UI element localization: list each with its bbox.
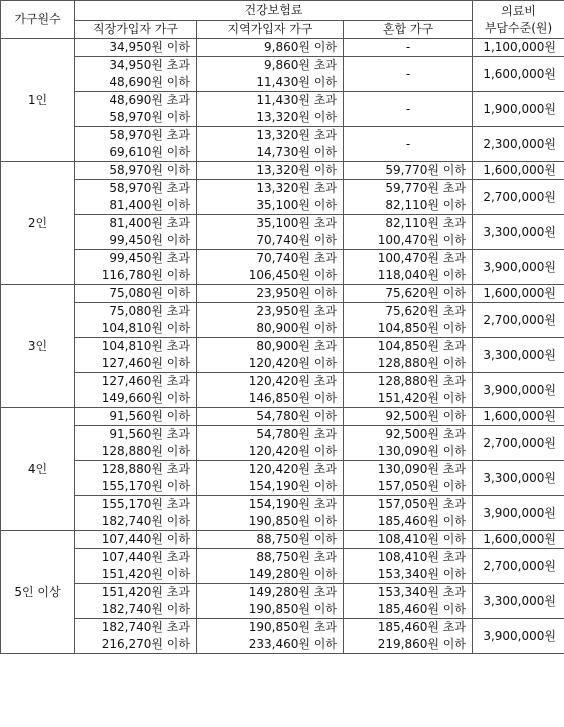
cost-level-cell: 2,700,000원: [473, 426, 564, 461]
employee-premium-cell: [75, 303, 197, 338]
regional-premium-line: 54,780원 이하: [256, 409, 337, 423]
mixed-premium-line: 100,470원 초과: [377, 251, 466, 265]
table-row: [1, 549, 564, 584]
mixed-premium-line: -: [405, 66, 411, 81]
employee-premium-line: 151,420원 이하: [101, 567, 190, 581]
table-row: [1, 619, 564, 654]
mixed-premium-line: 59,770원 초과: [385, 181, 466, 195]
mixed-premium-cell: [344, 338, 473, 373]
employee-premium-cell: [75, 57, 197, 92]
header-mixed: 혼합 가구: [344, 21, 473, 39]
regional-premium-line: 13,320원 이하: [256, 110, 337, 124]
employee-premium-line: 128,880원 이하: [101, 444, 190, 458]
regional-premium-cell: [197, 127, 344, 162]
regional-premium-line: 11,430원 이하: [256, 75, 337, 89]
table-row: [1, 92, 564, 127]
employee-premium-line: 104,810원 초과: [101, 339, 190, 353]
regional-premium-cell: [197, 250, 344, 285]
household-size-cell: 1인: [1, 39, 75, 162]
mixed-premium-cell: [344, 426, 473, 461]
cost-level-cell: 1,600,000원: [473, 531, 564, 549]
employee-premium-cell: [75, 338, 197, 373]
mixed-premium-cell: [344, 531, 473, 549]
employee-premium-cell: [75, 426, 197, 461]
mixed-premium-line: -: [405, 136, 411, 151]
mixed-premium-cell: [344, 57, 473, 92]
employee-premium-line: 58,970원 초과: [109, 181, 190, 195]
regional-premium-cell: [197, 408, 344, 426]
table-row: [1, 250, 564, 285]
employee-premium-cell: [75, 39, 197, 57]
mixed-premium-line: 82,110원 초과: [385, 216, 466, 230]
mixed-premium-line: 157,050원 이하: [377, 479, 466, 493]
regional-premium-line: 14,730원 이하: [256, 145, 337, 159]
mixed-premium-line: 185,460원 이하: [377, 514, 466, 528]
employee-premium-cell: [75, 127, 197, 162]
regional-premium-cell: [197, 215, 344, 250]
employee-premium-cell: [75, 619, 197, 654]
employee-premium-line: 34,950원 이하: [109, 40, 190, 54]
mixed-premium-line: 157,050원 초과: [377, 497, 466, 511]
regional-premium-line: 190,850원 초과: [248, 620, 337, 634]
employee-premium-line: 58,970원 이하: [109, 110, 190, 124]
mixed-premium-cell: [344, 619, 473, 654]
table-row: [1, 496, 564, 531]
household-size-cell: 3인: [1, 285, 75, 408]
regional-premium-line: 190,850원 이하: [248, 602, 337, 616]
mixed-premium-line: 104,850원 초과: [377, 339, 466, 353]
mixed-premium-line: 59,770원 이하: [385, 163, 466, 177]
mixed-premium-cell: [344, 461, 473, 496]
regional-premium-line: 13,320원 이하: [256, 163, 337, 177]
regional-premium-cell: [197, 426, 344, 461]
cost-level-cell: 2,700,000원: [473, 303, 564, 338]
employee-premium-line: 128,880원 초과: [101, 462, 190, 476]
cost-level-cell: 2,700,000원: [473, 180, 564, 215]
mixed-premium-cell: [344, 303, 473, 338]
household-size-cell: 4인: [1, 408, 75, 531]
regional-premium-line: 149,280원 초과: [248, 585, 337, 599]
regional-premium-cell: [197, 92, 344, 127]
employee-premium-line: 99,450원 이하: [109, 233, 190, 247]
header-regional: 지역가입자 가구: [197, 21, 344, 39]
regional-premium-line: 106,450원 이하: [248, 268, 337, 282]
regional-premium-cell: [197, 57, 344, 92]
regional-premium-line: 190,850원 이하: [248, 514, 337, 528]
regional-premium-line: 70,740원 초과: [256, 251, 337, 265]
employee-premium-cell: [75, 584, 197, 619]
mixed-premium-line: 92,500원 초과: [385, 427, 466, 441]
mixed-premium-cell: [344, 373, 473, 408]
table-row: [1, 162, 564, 180]
cost-level-cell: 3,300,000원: [473, 584, 564, 619]
table-row: [1, 461, 564, 496]
table-row: [1, 57, 564, 92]
cost-level-cell: 1,900,000원: [473, 92, 564, 127]
regional-premium-cell: [197, 531, 344, 549]
regional-premium-line: 23,950원 이하: [256, 286, 337, 300]
employee-premium-cell: [75, 408, 197, 426]
regional-premium-line: 233,460원 이하: [248, 637, 337, 651]
mixed-premium-cell: [344, 584, 473, 619]
mixed-premium-line: 108,410원 이하: [377, 532, 466, 546]
cost-level-cell: 2,300,000원: [473, 127, 564, 162]
employee-premium-line: 81,400원 초과: [109, 216, 190, 230]
employee-premium-line: 75,080원 이하: [109, 286, 190, 300]
cost-level-cell: 3,900,000원: [473, 373, 564, 408]
cost-level-cell: 1,600,000원: [473, 57, 564, 92]
employee-premium-line: 99,450원 초과: [109, 251, 190, 265]
regional-premium-cell: [197, 285, 344, 303]
table-row: [1, 285, 564, 303]
header-cost: [473, 1, 564, 39]
table-row: [1, 39, 564, 57]
regional-premium-line: 120,420원 초과: [248, 462, 337, 476]
mixed-premium-line: 185,460원 초과: [377, 620, 466, 634]
regional-premium-cell: [197, 338, 344, 373]
cost-level-cell: 3,900,000원: [473, 496, 564, 531]
cost-level-cell: 1,100,000원: [473, 39, 564, 57]
mixed-premium-line: 75,620원 초과: [385, 304, 466, 318]
mixed-premium-cell: [344, 127, 473, 162]
cost-level-cell: 1,600,000원: [473, 408, 564, 426]
employee-premium-line: 127,460원 초과: [101, 374, 190, 388]
employee-premium-line: 182,740원 이하: [101, 514, 190, 528]
mixed-premium-line: 100,470원 이하: [377, 233, 466, 247]
mixed-premium-line: -: [405, 101, 411, 116]
mixed-premium-line: 185,460원 이하: [377, 602, 466, 616]
employee-premium-line: 107,440원 초과: [101, 550, 190, 564]
table-row: [1, 303, 564, 338]
table-row: [1, 127, 564, 162]
employee-premium-line: 149,660원 이하: [101, 391, 190, 405]
employee-premium-line: 107,440원 이하: [101, 532, 190, 546]
employee-premium-line: 91,560원 이하: [109, 409, 190, 423]
employee-premium-cell: [75, 215, 197, 250]
regional-premium-line: 88,750원 초과: [256, 550, 337, 564]
header-cost-line1: 의료비: [501, 3, 536, 18]
household-group: [1, 162, 564, 285]
employee-premium-line: 69,610원 이하: [109, 145, 190, 159]
employee-premium-cell: [75, 496, 197, 531]
regional-premium-line: 120,420원 이하: [248, 356, 337, 370]
employee-premium-cell: [75, 461, 197, 496]
mixed-premium-line: 128,880원 초과: [377, 374, 466, 388]
mixed-premium-line: 92,500원 이하: [385, 409, 466, 423]
employee-premium-line: 34,950원 초과: [109, 58, 190, 72]
regional-premium-cell: [197, 373, 344, 408]
regional-premium-cell: [197, 619, 344, 654]
mixed-premium-line: 108,410원 초과: [377, 550, 466, 564]
cost-level-cell: 3,900,000원: [473, 619, 564, 654]
regional-premium-line: 54,780원 초과: [256, 427, 337, 441]
table-row: [1, 180, 564, 215]
regional-premium-line: 35,100원 초과: [256, 216, 337, 230]
regional-premium-line: 149,280원 이하: [248, 567, 337, 581]
table-row: [1, 408, 564, 426]
household-size-cell: 5인 이상: [1, 531, 75, 654]
table-row: [1, 215, 564, 250]
regional-premium-line: 23,950원 초과: [256, 304, 337, 318]
employee-premium-cell: [75, 549, 197, 584]
mixed-premium-cell: [344, 408, 473, 426]
header-employee: 직장가입자 가구: [75, 21, 197, 39]
regional-premium-cell: [197, 180, 344, 215]
mixed-premium-line: 130,090원 초과: [377, 462, 466, 476]
employee-premium-line: 216,270원 이하: [101, 637, 190, 651]
employee-premium-line: 58,970원 초과: [109, 128, 190, 142]
cost-level-cell: 3,300,000원: [473, 461, 564, 496]
table-row: [1, 584, 564, 619]
employee-premium-cell: [75, 373, 197, 408]
table-row: [1, 531, 564, 549]
regional-premium-line: 13,320원 초과: [256, 128, 337, 142]
cost-level-cell: 3,900,000원: [473, 250, 564, 285]
mixed-premium-cell: [344, 92, 473, 127]
employee-premium-line: 91,560원 초과: [109, 427, 190, 441]
regional-premium-line: 35,100원 이하: [256, 198, 337, 212]
employee-premium-line: 75,080원 초과: [109, 304, 190, 318]
mixed-premium-cell: [344, 162, 473, 180]
cost-level-cell: 2,700,000원: [473, 549, 564, 584]
cost-level-cell: 3,300,000원: [473, 215, 564, 250]
employee-premium-line: 104,810원 이하: [101, 321, 190, 335]
mixed-premium-cell: [344, 496, 473, 531]
employee-premium-line: 116,780원 이하: [101, 268, 190, 282]
cost-level-cell: 3,300,000원: [473, 338, 564, 373]
employee-premium-line: 155,170원 이하: [101, 479, 190, 493]
mixed-premium-cell: [344, 285, 473, 303]
mixed-premium-line: -: [405, 40, 411, 54]
employee-premium-cell: [75, 92, 197, 127]
header-premium: 건강보험료: [75, 1, 473, 21]
employee-premium-line: 81,400원 이하: [109, 198, 190, 212]
mixed-premium-line: 153,340원 초과: [377, 585, 466, 599]
regional-premium-line: 88,750원 이하: [256, 532, 337, 546]
employee-premium-line: 127,460원 이하: [101, 356, 190, 370]
regional-premium-line: 9,860원 이하: [264, 40, 337, 54]
regional-premium-line: 70,740원 이하: [256, 233, 337, 247]
header-cost-line2: 부담수준(원): [484, 20, 553, 35]
employee-premium-line: 182,740원 초과: [101, 620, 190, 634]
regional-premium-cell: [197, 162, 344, 180]
employee-premium-cell: [75, 531, 197, 549]
regional-premium-line: 154,190원 이하: [248, 479, 337, 493]
employee-premium-line: 155,170원 초과: [101, 497, 190, 511]
employee-premium-cell: [75, 162, 197, 180]
regional-premium-cell: [197, 549, 344, 584]
employee-premium-line: 58,970원 이하: [109, 163, 190, 177]
regional-premium-line: 146,850원 이하: [248, 391, 337, 405]
regional-premium-cell: [197, 461, 344, 496]
cost-level-cell: 1,600,000원: [473, 285, 564, 303]
mixed-premium-cell: [344, 39, 473, 57]
mixed-premium-line: 130,090원 이하: [377, 444, 466, 458]
regional-premium-line: 120,420원 이하: [248, 444, 337, 458]
mixed-premium-line: 118,040원 이하: [377, 268, 466, 282]
mixed-premium-cell: [344, 250, 473, 285]
household-group: [1, 285, 564, 408]
table-row: [1, 338, 564, 373]
regional-premium-cell: [197, 39, 344, 57]
mixed-premium-line: 151,420원 이하: [377, 391, 466, 405]
mixed-premium-line: 153,340원 이하: [377, 567, 466, 581]
regional-premium-cell: [197, 496, 344, 531]
table-row: [1, 426, 564, 461]
household-group: [1, 408, 564, 531]
table-row: [1, 373, 564, 408]
household-group: [1, 39, 564, 162]
employee-premium-cell: [75, 180, 197, 215]
header-household: 가구원수: [1, 1, 75, 39]
mixed-premium-line: 75,620원 이하: [385, 286, 466, 300]
table-header: [1, 1, 564, 39]
employee-premium-line: 48,690원 초과: [109, 93, 190, 107]
mixed-premium-cell: [344, 549, 473, 584]
mixed-premium-line: 82,110원 이하: [385, 198, 466, 212]
mixed-premium-line: 104,850원 이하: [377, 321, 466, 335]
household-size-cell: 2인: [1, 162, 75, 285]
cost-level-cell: 1,600,000원: [473, 162, 564, 180]
regional-premium-line: 120,420원 초과: [248, 374, 337, 388]
employee-premium-line: 151,420원 초과: [101, 585, 190, 599]
employee-premium-cell: [75, 250, 197, 285]
mixed-premium-line: 128,880원 이하: [377, 356, 466, 370]
regional-premium-line: 9,860원 초과: [264, 58, 337, 72]
household-group: [1, 531, 564, 654]
regional-premium-cell: [197, 303, 344, 338]
employee-premium-line: 48,690원 이하: [109, 75, 190, 89]
mixed-premium-cell: [344, 180, 473, 215]
regional-premium-line: 13,320원 초과: [256, 181, 337, 195]
regional-premium-line: 11,430원 초과: [256, 93, 337, 107]
regional-premium-cell: [197, 584, 344, 619]
employee-premium-line: 182,740원 이하: [101, 602, 190, 616]
employee-premium-cell: [75, 285, 197, 303]
mixed-premium-cell: [344, 215, 473, 250]
regional-premium-line: 80,900원 이하: [256, 321, 337, 335]
mixed-premium-line: 219,860원 이하: [377, 637, 466, 651]
regional-premium-line: 154,190원 초과: [248, 497, 337, 511]
regional-premium-line: 80,900원 초과: [256, 339, 337, 353]
